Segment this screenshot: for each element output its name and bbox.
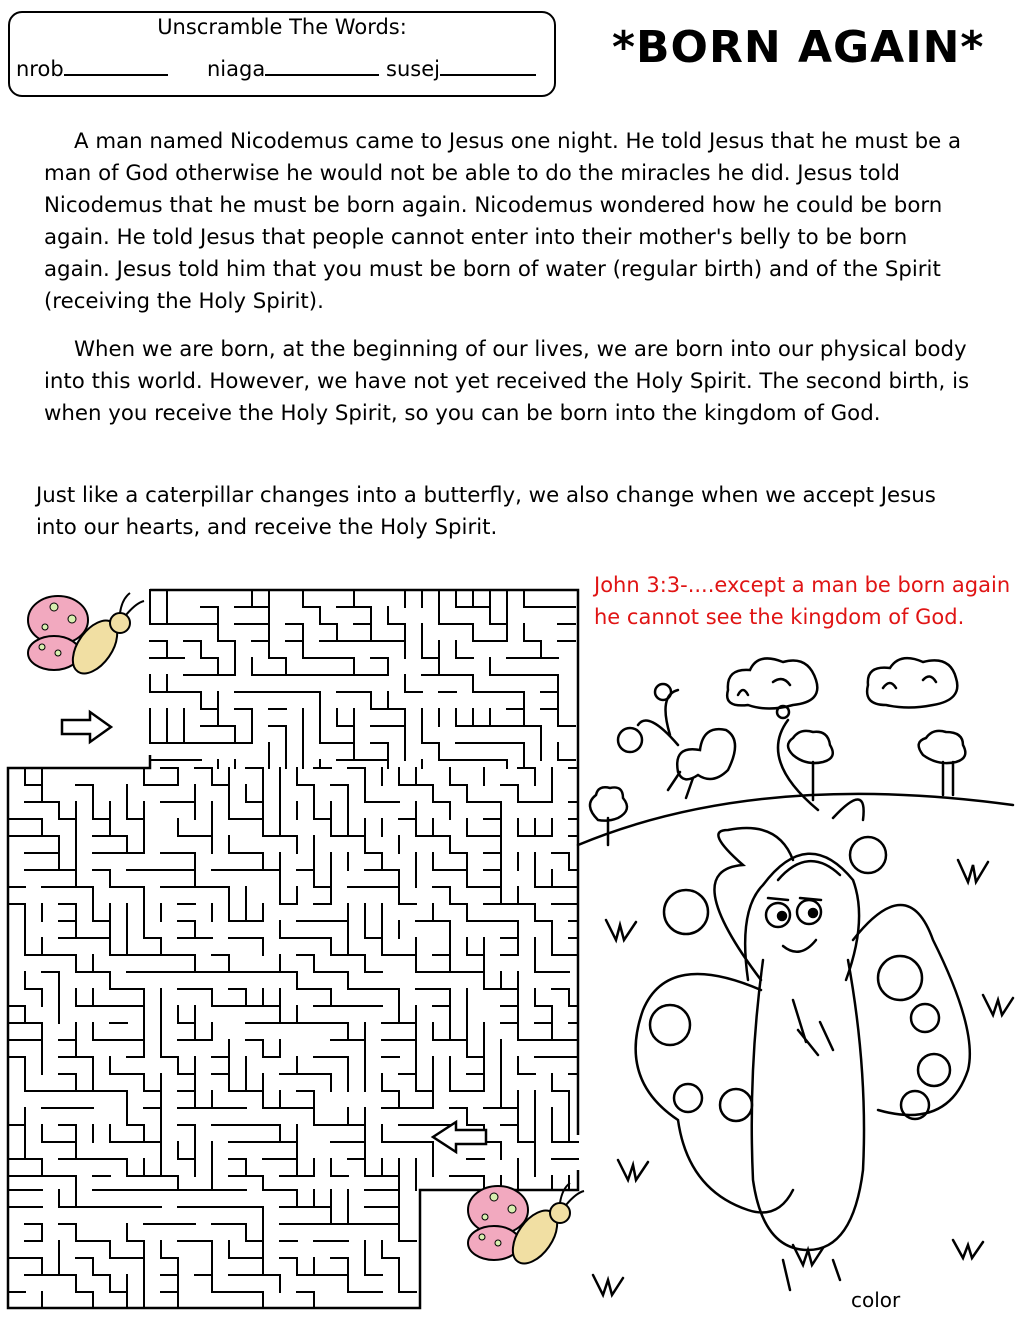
grass-icon <box>593 1275 623 1295</box>
maze-end-arrow-icon <box>430 1120 488 1154</box>
story-paragraph-2: When we are born, at the beginning of our lives, we are born into our physical body into this world. However, we have not yet received the Holy Spirit. The second birth, is when you receive the Holy Spirit, so you can be born into the kingdom of God. <box>44 337 970 426</box>
tree-icon <box>788 731 833 800</box>
butterfly-end-icon <box>450 1175 585 1275</box>
maze-start-arrow-icon <box>60 710 114 744</box>
tree-icon <box>590 787 627 845</box>
page-title: *BORN AGAIN* <box>612 22 985 73</box>
bible-verse: John 3:3-....except a man be born again he cannot see the kingdom of God. <box>594 573 1011 629</box>
coloring-picture[interactable] <box>578 650 1018 1310</box>
unscramble-heading: Unscramble The Words: <box>157 15 407 39</box>
scrambled-word-text: nrob <box>16 57 64 81</box>
scrambled-word-text: susej <box>386 57 440 81</box>
grass-icon <box>606 920 636 940</box>
cloud-icon <box>727 658 817 708</box>
butterfly-start-icon <box>10 585 145 685</box>
story-paragraph-3: Just like a caterpillar changes into a butterfly, we also change when we accept Jesus into our hearts, and receive the Holy Spirit. <box>36 483 936 540</box>
color-label: color <box>851 1288 901 1312</box>
grass-icon <box>958 860 988 882</box>
tree-icon <box>919 731 966 795</box>
story-paragraph-1: A man named Nicodemus came to Jesus one night. He told Jesus that he must be a man of God otherwise he would not be able to do the miracles he did. Jesus told Nicodemus that he must be born again. Nicodemus wondered how he could be born again. He told Jesus that people cannot enter into their mother's belly to be born again. Jesus told him that you must be born of water (regular birth) and of the Spirit (receiving the Holy Spirit). <box>44 129 962 314</box>
grass-icon <box>618 1160 648 1180</box>
big-butterfly <box>636 706 970 1290</box>
grass-icon <box>983 995 1013 1015</box>
cloud-icon <box>867 658 957 707</box>
small-butterfly-icon <box>677 729 735 779</box>
grass-icon <box>953 1240 983 1258</box>
scrambled-word-text: niaga <box>207 57 266 81</box>
hill <box>578 794 1013 845</box>
